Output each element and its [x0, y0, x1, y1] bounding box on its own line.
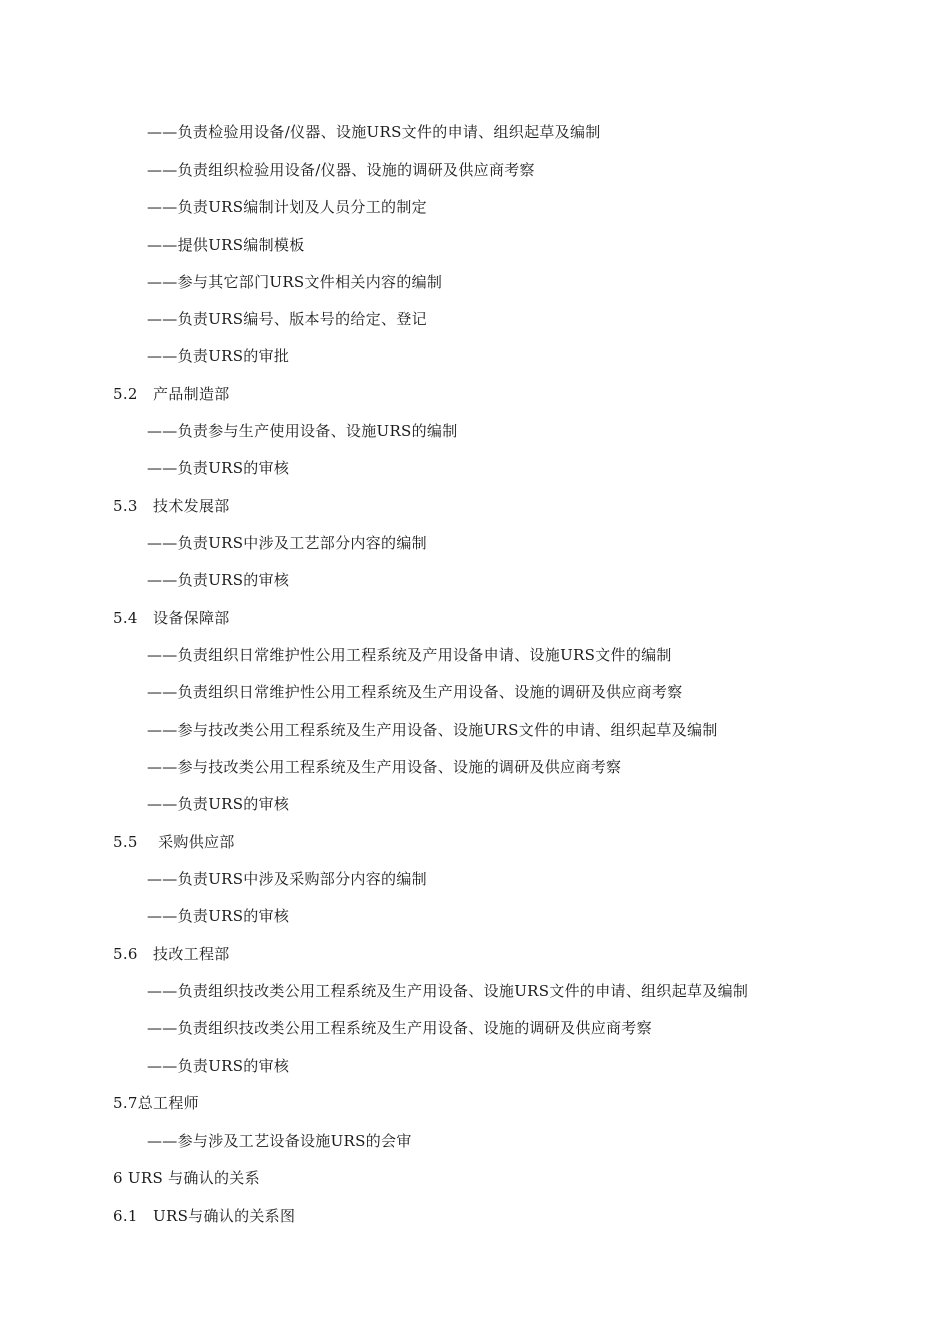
list-item: ——参与涉及工艺设备设施URS的会审 — [147, 1132, 412, 1150]
list-item: ——负责组织检验用设备/仪器、设施的调研及供应商考察 — [147, 161, 535, 179]
list-item: ——负责URS的审核 — [147, 571, 290, 589]
section-heading: 5.6 技改工程部 — [113, 945, 230, 963]
list-item: ——负责检验用设备/仪器、设施URS文件的申请、组织起草及编制 — [147, 123, 601, 141]
list-item: ——负责组织日常维护性公用工程系统及生产用设备、设施的调研及供应商考察 — [147, 683, 683, 701]
section-heading: 5.2 产品制造部 — [113, 385, 230, 403]
list-item: ——负责URS中涉及采购部分内容的编制 — [147, 870, 427, 888]
list-item: ——负责URS的审核 — [147, 459, 290, 477]
list-item: ——负责参与生产使用设备、设施URS的编制 — [147, 422, 458, 440]
section-heading: 5.3 技术发展部 — [113, 497, 230, 515]
list-item: ——负责URS中涉及工艺部分内容的编制 — [147, 534, 427, 552]
list-item: ——负责URS的审核 — [147, 795, 290, 813]
list-item: ——参与技改类公用工程系统及生产用设备、设施URS文件的申请、组织起草及编制 — [147, 721, 718, 739]
list-item: ——负责组织技改类公用工程系统及生产用设备、设施的调研及供应商考察 — [147, 1019, 652, 1037]
list-item: ——参与其它部门URS文件相关内容的编制 — [147, 273, 443, 291]
list-item: ——负责URS编号、版本号的给定、登记 — [147, 310, 427, 328]
section-heading: 5.4 设备保障部 — [113, 609, 230, 627]
list-item: ——负责URS的审核 — [147, 907, 290, 925]
list-item: ——负责组织日常维护性公用工程系统及产用设备申请、设施URS文件的编制 — [147, 646, 672, 664]
section-heading: 5.7总工程师 — [113, 1094, 199, 1112]
section-heading: 5.5 采购供应部 — [113, 833, 235, 851]
section-heading: 6 URS 与确认的关系 — [113, 1169, 260, 1187]
list-item: ——负责URS编制计划及人员分工的制定 — [147, 198, 427, 216]
list-item: ——负责URS的审批 — [147, 347, 290, 365]
list-item: ——参与技改类公用工程系统及生产用设备、设施的调研及供应商考察 — [147, 758, 622, 776]
list-item: ——提供URS编制模板 — [147, 236, 305, 254]
list-item: ——负责组织技改类公用工程系统及生产用设备、设施URS文件的申请、组织起草及编制 — [147, 982, 749, 1000]
section-heading: 6.1 URS与确认的关系图 — [113, 1207, 296, 1225]
list-item: ——负责URS的审核 — [147, 1057, 290, 1075]
